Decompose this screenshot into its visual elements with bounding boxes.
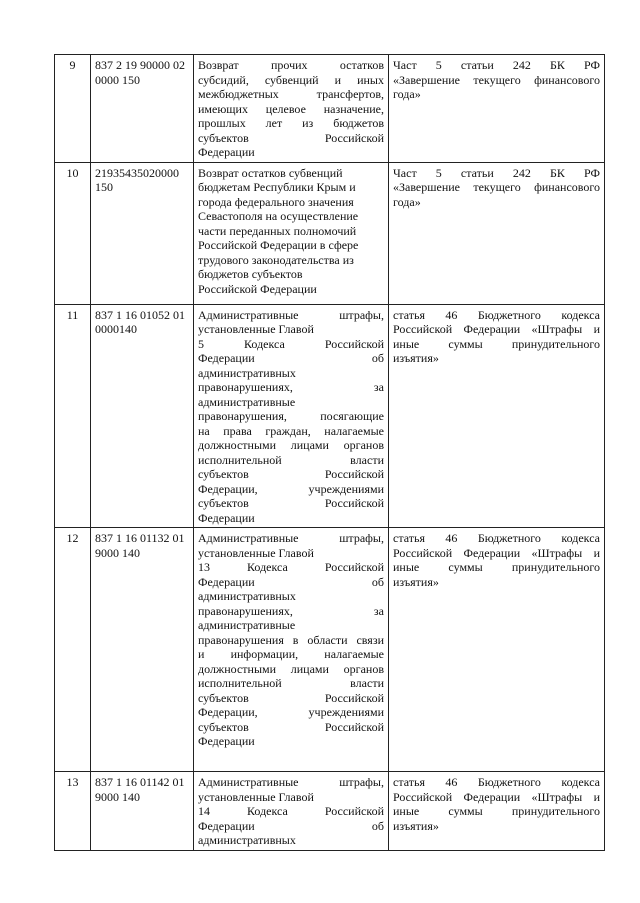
description-line: Федерации, учреждениями	[198, 481, 384, 496]
basis-line: изъятия»	[393, 574, 439, 589]
code-line: 837 1 16 01142 01	[95, 775, 185, 789]
description-line: и информации, налагаемые	[198, 647, 384, 661]
table-row	[55, 528, 605, 772]
code-line: 837 1 16 01052 01	[95, 307, 185, 322]
description-line: установленные Главой	[198, 322, 314, 336]
revenue-description	[194, 55, 389, 163]
legal-basis	[389, 162, 605, 304]
description-line: правонарушениях, за	[198, 603, 384, 618]
budget-classification-code	[91, 162, 194, 304]
basis-line: изъятия»	[393, 351, 439, 365]
description-line: исполнительной власти	[198, 452, 384, 467]
code-line: 837 2 19 90000 02	[95, 58, 185, 72]
description-line: должностными лицами органов	[198, 661, 384, 676]
code-line: 9000 140	[95, 789, 140, 804]
description-line: Административные штрафы,	[198, 775, 384, 789]
description-line: Российской Федерации	[198, 281, 317, 296]
description-line: правонарушениях, за	[198, 380, 384, 394]
description-line: Федерации об	[198, 351, 384, 365]
description-line: имеющих целевое назначение,	[198, 101, 384, 116]
description-line: субъектов Российской	[198, 130, 384, 145]
description-line: 14 Кодекса Российской	[198, 804, 384, 818]
description-line: бюджетам Республики Крым и	[198, 180, 356, 194]
basis-line: статья 46 Бюджетного кодекса	[393, 775, 600, 789]
revenue-description	[194, 528, 389, 772]
description-line: административные	[198, 394, 296, 409]
legal-basis	[389, 55, 605, 163]
code-line: 21935435020000	[95, 165, 179, 180]
description-line: трудового законодательства из	[198, 252, 354, 267]
legal-basis	[389, 772, 605, 851]
description-line: Федерации	[198, 145, 255, 159]
revenue-description	[194, 772, 389, 851]
description-line: Российской Федерации в сфере	[198, 238, 359, 252]
table-body	[55, 55, 605, 851]
budget-classification-code	[91, 55, 194, 163]
table-row	[55, 772, 605, 851]
description-line: Федерации, учреждениями	[198, 705, 384, 719]
revenue-codes-table	[54, 54, 605, 851]
code-line: 9000 140	[95, 545, 140, 560]
revenue-description	[194, 304, 389, 528]
basis-line: статья 46 Бюджетного кодекса	[393, 307, 600, 322]
description-line: Севастополя на осуществление	[198, 209, 359, 223]
description-line: 13 Кодекса Российской	[198, 560, 384, 574]
table-row	[55, 162, 605, 304]
description-line: административных	[198, 589, 296, 603]
description-line: Федерации об	[198, 818, 384, 833]
basis-line: иные суммы принудительного	[393, 560, 600, 574]
description-line: Федерации об	[198, 574, 384, 589]
basis-line: года»	[393, 87, 421, 101]
basis-line: иные суммы принудительного	[393, 336, 600, 351]
description-line: Возврат остатков субвенций	[198, 165, 343, 180]
basis-line: статья 46 Бюджетного кодекса	[393, 531, 600, 545]
row-number: 11	[55, 304, 91, 528]
description-line: части переданных полномочий	[198, 223, 357, 238]
description-line: административных	[198, 833, 296, 847]
basis-line: Российской Федерации «Штрафы и	[393, 545, 600, 560]
description-line: субъектов Российской	[198, 467, 384, 481]
basis-line: Российской Федерации «Штрафы и	[393, 322, 600, 336]
description-line: Административные штрафы,	[198, 307, 384, 322]
code-line: 837 1 16 01132 01	[95, 531, 185, 545]
description-line: субсидий, субвенций и иных	[198, 72, 384, 87]
description-line: Федерации	[198, 734, 255, 748]
revenue-description	[194, 162, 389, 304]
description-line: Административные штрафы,	[198, 531, 384, 545]
description-line: города федерального значения	[198, 194, 354, 209]
row-number: 10	[55, 162, 91, 304]
legal-basis	[389, 528, 605, 772]
code-line: 150	[95, 180, 113, 194]
description-line: должностными лицами органов	[198, 438, 384, 452]
description-line: правонарушения, посягающие	[198, 409, 384, 423]
description-line: прошлых лет из бюджетов	[198, 116, 384, 130]
table-row	[55, 55, 605, 163]
code-line: 0000 150	[95, 72, 140, 87]
basis-line: года»	[393, 194, 421, 209]
basis-line: Российской Федерации «Штрафы и	[393, 789, 600, 804]
budget-classification-code	[91, 528, 194, 772]
basis-line: Част 5 статьи 242 БК РФ	[393, 165, 600, 180]
description-line: установленные Главой	[198, 545, 314, 560]
basis-line: изъятия»	[393, 818, 439, 833]
description-line: Федерации	[198, 510, 255, 525]
basis-line: иные суммы принудительного	[393, 804, 600, 818]
description-line: субъектов Российской	[198, 496, 384, 510]
budget-classification-code	[91, 304, 194, 528]
description-line: межбюджетных трансфертов,	[198, 87, 384, 101]
description-line: на права граждан, налагаемые	[198, 423, 384, 438]
description-line: субъектов Российской	[198, 690, 384, 705]
basis-line: Част 5 статьи 242 БК РФ	[393, 58, 600, 72]
row-number: 12	[55, 528, 91, 772]
basis-line: «Завершение текущего финансового	[393, 72, 600, 87]
row-number: 13	[55, 772, 91, 851]
description-line: правонарушения в области связи	[198, 632, 384, 647]
table-row	[55, 304, 605, 528]
code-line: 0000140	[95, 322, 137, 336]
description-line: установленные Главой	[198, 789, 314, 804]
row-number: 9	[55, 55, 91, 163]
description-line: административных	[198, 365, 296, 380]
budget-classification-code	[91, 772, 194, 851]
basis-line: «Завершение текущего финансового	[393, 180, 600, 194]
legal-basis	[389, 304, 605, 528]
description-line: 5 Кодекса Российской	[198, 336, 384, 351]
description-line: Возврат прочих остатков	[198, 58, 384, 72]
description-line: исполнительной власти	[198, 676, 384, 690]
description-line: субъектов Российской	[198, 719, 384, 734]
description-line: административные	[198, 618, 296, 632]
description-line: бюджетов субъектов	[198, 267, 303, 281]
